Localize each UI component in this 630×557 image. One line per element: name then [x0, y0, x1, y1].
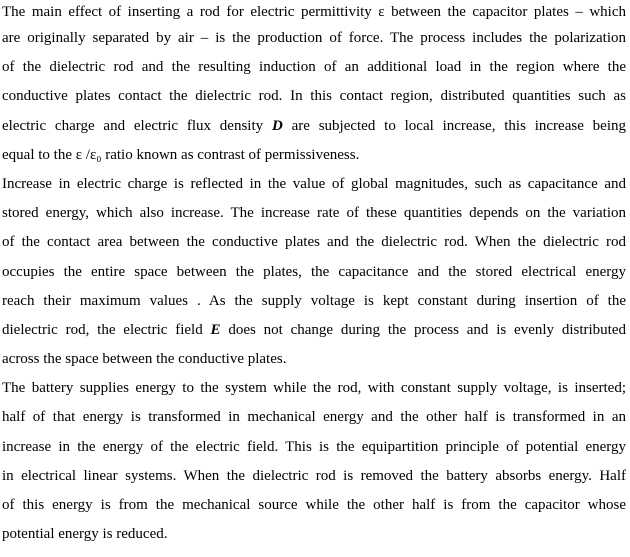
vector-symbol: E [210, 321, 221, 338]
text-run: The main effect of inserting a rod for electric permittivity ε between the capacitor plates – which [2, 4, 626, 20]
text-line [2, 433, 626, 462]
text-run: reach their maximum values . As the supply voltage is kept constant during insertion of the [2, 292, 626, 309]
text-line [2, 520, 626, 549]
text-line [2, 316, 626, 345]
text-line [2, 24, 626, 53]
text-run: does not change during the process and is evenly distributed [220, 321, 626, 338]
text-line [2, 374, 626, 403]
text-line [2, 462, 626, 491]
text-run: equal to the ε /ε₀ ratio known as contrast of permissiveness. [2, 146, 360, 163]
paragraph [2, 374, 626, 549]
text-run: half of that energy is transformed in mechanical energy and the other half is transformed in an [2, 409, 626, 426]
vector-symbol: D [271, 117, 283, 134]
text-run: of the contact area between the conductive plates and the dielectric rod. When the dielectric rod [2, 234, 626, 251]
text-line [2, 403, 626, 432]
paragraph [2, 0, 626, 170]
text-line [2, 345, 626, 374]
text-run: increase in the energy of the electric field. This is the equipartition principle of potential energy [2, 438, 626, 455]
text-line [2, 82, 626, 111]
text-run: are originally separated by air – is the production of force. The process includes the polarization [2, 30, 626, 46]
text-line [2, 112, 626, 141]
text-run: stored energy, which also increase. The increase rate of these quantities depends on the variation [2, 205, 626, 222]
text-run: across the space between the conductive plates. [2, 351, 287, 368]
paragraph [2, 170, 626, 374]
text-run: occupies the entire space between the plates, the capacitance and the stored electrical energy [2, 263, 626, 280]
text-run: dielectric rod, the electric field [2, 321, 211, 338]
document-body [2, 0, 626, 549]
text-line [2, 228, 626, 257]
text-run: Increase in electric charge is reflected in the value of global magnitudes, such as capacitance and [2, 175, 626, 192]
text-run: potential energy is reduced. [2, 526, 168, 543]
text-line [2, 491, 626, 520]
text-run: of the dielectric rod and the resulting induction of an additional load in the region where the [2, 59, 626, 76]
text-line [2, 170, 626, 199]
text-line [2, 287, 626, 316]
text-line [2, 0, 626, 24]
text-line [2, 258, 626, 287]
text-run: are subjected to local increase, this increase being [282, 117, 626, 134]
text-run: The battery supplies energy to the system while the rod, with constant supply voltage, is inserted; [2, 380, 626, 397]
text-run: in electrical linear systems. When the dielectric rod is removed the battery absorbs energy. Half [2, 467, 626, 484]
text-run: of this energy is from the mechanical source while the other half is from the capacitor whose [2, 497, 626, 513]
text-run: conductive plates contact the dielectric rod. In this contact region, distributed quantities such as [2, 88, 626, 105]
text-run: electric charge and electric flux density [2, 117, 272, 134]
text-line [2, 199, 626, 228]
text-line [2, 141, 626, 170]
text-line [2, 53, 626, 82]
